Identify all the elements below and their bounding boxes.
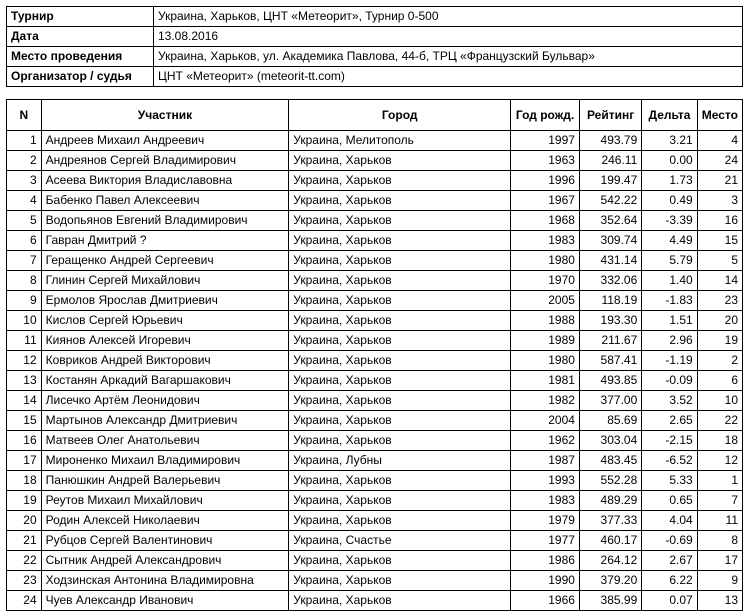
table-row	[7, 451, 743, 471]
cell-birth-year: 1987	[511, 451, 580, 471]
table-row	[7, 311, 743, 331]
cell-participant: Ермолов Ярослав Дмитриевич	[41, 291, 289, 311]
cell-rating: 385.99	[579, 591, 641, 611]
cell-place: 16	[697, 211, 742, 231]
cell-city: Украина, Харьков	[289, 331, 511, 351]
cell-participant: Бабенко Павел Алексеевич	[41, 191, 289, 211]
cell-city: Украина, Харьков	[289, 171, 511, 191]
cell-place: 17	[697, 551, 742, 571]
cell-birth-year: 1981	[511, 371, 580, 391]
cell-birth-year: 1980	[511, 251, 580, 271]
cell-number: 12	[7, 351, 42, 371]
cell-rating: 377.00	[579, 391, 641, 411]
cell-delta: -3.39	[642, 211, 697, 231]
table-row	[7, 331, 743, 351]
cell-participant: Гавран Дмитрий ?	[41, 231, 289, 251]
cell-birth-year: 2004	[511, 411, 580, 431]
cell-number: 20	[7, 511, 42, 531]
info-label: Организатор / судья	[7, 67, 154, 87]
tournament-info-table	[6, 6, 743, 87]
results-header-row	[7, 100, 743, 131]
info-value: 13.08.2016	[154, 27, 743, 47]
cell-participant: Реутов Михаил Михайлович	[41, 491, 289, 511]
cell-number: 22	[7, 551, 42, 571]
cell-birth-year: 1983	[511, 491, 580, 511]
cell-rating: 493.79	[579, 131, 641, 151]
cell-city: Украина, Харьков	[289, 471, 511, 491]
cell-participant: Панюшкин Андрей Валерьевич	[41, 471, 289, 491]
cell-delta: 5.33	[642, 471, 697, 491]
info-label: Дата	[7, 27, 154, 47]
cell-place: 11	[697, 511, 742, 531]
cell-city: Украина, Харьков	[289, 431, 511, 451]
cell-city: Украина, Харьков	[289, 251, 511, 271]
cell-delta: 0.65	[642, 491, 697, 511]
cell-place: 19	[697, 331, 742, 351]
cell-city: Украина, Харьков	[289, 551, 511, 571]
info-value: Украина, Харьков, ЦНТ «Метеорит», Турнир 0-500	[154, 7, 743, 27]
info-row-venue	[7, 47, 743, 67]
cell-rating: 303.04	[579, 431, 641, 451]
cell-birth-year: 1966	[511, 591, 580, 611]
table-row	[7, 131, 743, 151]
cell-birth-year: 1989	[511, 331, 580, 351]
table-row	[7, 591, 743, 611]
cell-place: 18	[697, 431, 742, 451]
cell-number: 24	[7, 591, 42, 611]
cell-birth-year: 1988	[511, 311, 580, 331]
cell-birth-year: 1967	[511, 191, 580, 211]
cell-place: 14	[697, 271, 742, 291]
cell-place: 9	[697, 571, 742, 591]
cell-delta: -0.69	[642, 531, 697, 551]
cell-city: Украина, Счастье	[289, 531, 511, 551]
column-header-birth-year: Год рожд.	[511, 100, 580, 131]
table-row	[7, 571, 743, 591]
info-row-tournament	[7, 7, 743, 27]
cell-rating: 332.06	[579, 271, 641, 291]
cell-place: 6	[697, 371, 742, 391]
cell-participant: Мироненко Михаил Владимирович	[41, 451, 289, 471]
cell-delta: -6.52	[642, 451, 697, 471]
table-row	[7, 171, 743, 191]
column-header-city: Город	[289, 100, 511, 131]
info-row-date	[7, 27, 743, 47]
cell-city: Украина, Харьков	[289, 211, 511, 231]
cell-city: Украина, Харьков	[289, 311, 511, 331]
cell-delta: 0.07	[642, 591, 697, 611]
cell-participant: Ходзинская Антонина Владимировна	[41, 571, 289, 591]
table-row	[7, 491, 743, 511]
info-value: ЦНТ «Метеорит» (meteorit-tt.com)	[154, 67, 743, 87]
table-row	[7, 251, 743, 271]
cell-birth-year: 1977	[511, 531, 580, 551]
info-row-organizer	[7, 67, 743, 87]
cell-rating: 489.29	[579, 491, 641, 511]
cell-participant: Геращенко Андрей Сергеевич	[41, 251, 289, 271]
cell-rating: 379.20	[579, 571, 641, 591]
cell-delta: 2.96	[642, 331, 697, 351]
cell-delta: 0.00	[642, 151, 697, 171]
cell-birth-year: 1970	[511, 271, 580, 291]
cell-birth-year: 1990	[511, 571, 580, 591]
cell-place: 10	[697, 391, 742, 411]
cell-participant: Рубцов Сергей Валентинович	[41, 531, 289, 551]
cell-number: 21	[7, 531, 42, 551]
cell-number: 6	[7, 231, 42, 251]
cell-rating: 199.47	[579, 171, 641, 191]
cell-delta: 0.49	[642, 191, 697, 211]
cell-number: 1	[7, 131, 42, 151]
cell-number: 16	[7, 431, 42, 451]
cell-rating: 193.30	[579, 311, 641, 331]
table-row	[7, 531, 743, 551]
column-header-place: Место	[697, 100, 742, 131]
cell-place: 8	[697, 531, 742, 551]
table-row	[7, 471, 743, 491]
cell-participant: Асеева Виктория Владиславовна	[41, 171, 289, 191]
table-row	[7, 391, 743, 411]
cell-city: Украина, Харьков	[289, 231, 511, 251]
cell-birth-year: 1986	[511, 551, 580, 571]
cell-place: 4	[697, 131, 742, 151]
cell-delta: -0.09	[642, 371, 697, 391]
cell-city: Украина, Харьков	[289, 371, 511, 391]
cell-city: Украина, Харьков	[289, 191, 511, 211]
cell-city: Украина, Харьков	[289, 151, 511, 171]
cell-participant: Киянов Алексей Игоревич	[41, 331, 289, 351]
cell-number: 3	[7, 171, 42, 191]
cell-rating: 352.64	[579, 211, 641, 231]
cell-place: 12	[697, 451, 742, 471]
cell-number: 5	[7, 211, 42, 231]
table-row	[7, 191, 743, 211]
cell-number: 11	[7, 331, 42, 351]
cell-birth-year: 1993	[511, 471, 580, 491]
cell-place: 21	[697, 171, 742, 191]
cell-city: Украина, Харьков	[289, 271, 511, 291]
cell-city: Украина, Мелитополь	[289, 131, 511, 151]
cell-rating: 118.19	[579, 291, 641, 311]
cell-rating: 542.22	[579, 191, 641, 211]
info-label: Место проведения	[7, 47, 154, 67]
cell-city: Украина, Харьков	[289, 571, 511, 591]
cell-birth-year: 1980	[511, 351, 580, 371]
cell-number: 8	[7, 271, 42, 291]
cell-rating: 264.12	[579, 551, 641, 571]
cell-number: 9	[7, 291, 42, 311]
column-header-rating: Рейтинг	[579, 100, 641, 131]
cell-place: 7	[697, 491, 742, 511]
cell-delta: 3.21	[642, 131, 697, 151]
cell-participant: Кислов Сергей Юрьевич	[41, 311, 289, 331]
cell-place: 15	[697, 231, 742, 251]
table-row	[7, 271, 743, 291]
cell-participant: Ковриков Андрей Викторович	[41, 351, 289, 371]
cell-participant: Родин Алексей Николаевич	[41, 511, 289, 531]
cell-city: Украина, Харьков	[289, 491, 511, 511]
results-table	[6, 99, 743, 611]
cell-rating: 309.74	[579, 231, 641, 251]
cell-delta: 2.65	[642, 411, 697, 431]
cell-delta: 6.22	[642, 571, 697, 591]
info-label: Турнир	[7, 7, 154, 27]
cell-birth-year: 1997	[511, 131, 580, 151]
cell-rating: 377.33	[579, 511, 641, 531]
cell-delta: 2.67	[642, 551, 697, 571]
cell-number: 4	[7, 191, 42, 211]
cell-place: 3	[697, 191, 742, 211]
cell-place: 5	[697, 251, 742, 271]
cell-delta: 3.52	[642, 391, 697, 411]
cell-city: Украина, Лубны	[289, 451, 511, 471]
table-row	[7, 551, 743, 571]
cell-participant: Костанян Аркадий Вагаршакович	[41, 371, 289, 391]
cell-place: 2	[697, 351, 742, 371]
cell-city: Украина, Харьков	[289, 411, 511, 431]
cell-delta: 1.40	[642, 271, 697, 291]
cell-participant: Чуев Александр Иванович	[41, 591, 289, 611]
cell-participant: Лисечко Артём Леонидович	[41, 391, 289, 411]
table-row	[7, 151, 743, 171]
cell-number: 18	[7, 471, 42, 491]
cell-participant: Андреянов Сергей Владимирович	[41, 151, 289, 171]
cell-participant: Глинин Сергей Михайлович	[41, 271, 289, 291]
info-value: Украина, Харьков, ул. Академика Павлова, 44-б, ТРЦ «Французский Бульвар»	[154, 47, 743, 67]
cell-participant: Сытник Андрей Александрович	[41, 551, 289, 571]
column-header-number: N	[7, 100, 42, 131]
cell-delta: -1.19	[642, 351, 697, 371]
cell-city: Украина, Харьков	[289, 391, 511, 411]
cell-rating: 460.17	[579, 531, 641, 551]
cell-place: 22	[697, 411, 742, 431]
cell-participant: Матвеев Олег Анатольевич	[41, 431, 289, 451]
cell-participant: Мартынов Александр Дмитриевич	[41, 411, 289, 431]
cell-place: 1	[697, 471, 742, 491]
cell-delta: 5.79	[642, 251, 697, 271]
cell-participant: Водопьянов Евгений Владимирович	[41, 211, 289, 231]
column-header-participant: Участник	[41, 100, 289, 131]
cell-participant: Андреев Михаил Андреевич	[41, 131, 289, 151]
table-row	[7, 411, 743, 431]
cell-place: 24	[697, 151, 742, 171]
table-row	[7, 371, 743, 391]
table-row	[7, 211, 743, 231]
cell-delta: -1.83	[642, 291, 697, 311]
column-header-delta: Дельта	[642, 100, 697, 131]
table-row	[7, 431, 743, 451]
cell-number: 23	[7, 571, 42, 591]
cell-rating: 431.14	[579, 251, 641, 271]
cell-birth-year: 1996	[511, 171, 580, 191]
cell-rating: 246.11	[579, 151, 641, 171]
cell-delta: 4.04	[642, 511, 697, 531]
cell-place: 20	[697, 311, 742, 331]
cell-rating: 211.67	[579, 331, 641, 351]
cell-number: 17	[7, 451, 42, 471]
cell-place: 23	[697, 291, 742, 311]
table-row	[7, 351, 743, 371]
cell-number: 7	[7, 251, 42, 271]
cell-number: 19	[7, 491, 42, 511]
cell-rating: 85.69	[579, 411, 641, 431]
table-row	[7, 511, 743, 531]
cell-rating: 483.45	[579, 451, 641, 471]
cell-rating: 493.85	[579, 371, 641, 391]
cell-city: Украина, Харьков	[289, 511, 511, 531]
cell-rating: 552.28	[579, 471, 641, 491]
table-row	[7, 291, 743, 311]
cell-birth-year: 2005	[511, 291, 580, 311]
cell-birth-year: 1963	[511, 151, 580, 171]
cell-birth-year: 1982	[511, 391, 580, 411]
cell-number: 10	[7, 311, 42, 331]
cell-rating: 587.41	[579, 351, 641, 371]
cell-birth-year: 1962	[511, 431, 580, 451]
cell-delta: 1.51	[642, 311, 697, 331]
cell-number: 14	[7, 391, 42, 411]
cell-birth-year: 1979	[511, 511, 580, 531]
cell-number: 15	[7, 411, 42, 431]
cell-birth-year: 1968	[511, 211, 580, 231]
cell-birth-year: 1983	[511, 231, 580, 251]
cell-city: Украина, Харьков	[289, 291, 511, 311]
cell-delta: 4.49	[642, 231, 697, 251]
cell-delta: 1.73	[642, 171, 697, 191]
cell-city: Украина, Харьков	[289, 591, 511, 611]
cell-number: 2	[7, 151, 42, 171]
cell-number: 13	[7, 371, 42, 391]
cell-place: 13	[697, 591, 742, 611]
cell-city: Украина, Харьков	[289, 351, 511, 371]
cell-delta: -2.15	[642, 431, 697, 451]
table-row	[7, 231, 743, 251]
